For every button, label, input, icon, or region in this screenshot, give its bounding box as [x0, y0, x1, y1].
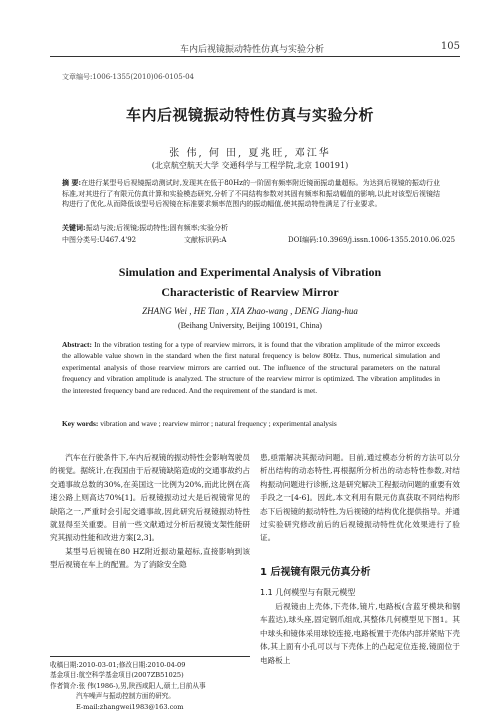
subsection-heading: 1.1 几何模型与有限元模型: [260, 588, 356, 597]
right-column-continued: [260, 600, 460, 667]
english-title-line1: Simulation and Experimental Analysis of Vibration: [118, 265, 382, 279]
chinese-abstract-label: 摘 要:: [62, 178, 82, 187]
footnote-bio-cont: 汽车噪声与振动控制方面的研究。: [76, 692, 175, 701]
english-authors: ZHANG Wei , HE Tian , XIA Zhao-wang , DENG Jiang-hua: [142, 306, 358, 316]
chinese-abstract: [62, 178, 440, 210]
body-paragraph: 患,亟需解决其振动问题。目前,通过模态分析的方法可以分析出结构的动态特性,再根据所分析出的动态特性参数,对结构振动问题进行诊断,这是研究解决工程振动问题的重要有效手段之一[4-6]。因此,本文利用有限元仿真获取不同结构形态下后视镜的振动特性,为后视镜的结构优化提供指导。并通过实验研究修改前后的后视镜振动特性优化效果进行了验证。: [260, 453, 460, 543]
chinese-affiliation: (北京航空航天大学 交通科学与工程学院,北京 100191): [151, 161, 349, 170]
chinese-authors: 张 伟, 何 田, 夏兆旺, 邓江华: [169, 148, 331, 159]
english-title: [0, 262, 500, 302]
document-code: 文献标识码:A: [184, 236, 227, 244]
article-number: 文章编号:1006-1355(2010)06-0105-04: [62, 73, 194, 81]
footnote-bio: 作者简介:张 伟(1986-),男,陕西咸阳人,硕士,目前从事: [50, 681, 206, 690]
english-abstract-label: Abstract:: [62, 340, 92, 349]
footnote-fund: 基金项目:航空科学基金项目(2007ZB51025): [50, 671, 184, 680]
english-title-line2: Characteristic of Rearview Mirror: [161, 285, 339, 299]
right-column: [260, 451, 460, 545]
footnote-divider: [50, 656, 250, 657]
english-abstract: [62, 339, 440, 396]
footnote-received: 收稿日期:2010-03-01;修改日期:2010-04-09: [50, 661, 186, 669]
body-paragraph: 汽车在行驶条件下,车内后视镜的振动特性会影响驾驶员的视觉。据统计,在我国由于后视镜缺陷造成的交通事故约占交通事故总数的30%,在美国这一比例为20%,而此比例在高速公路上则高达70%[1]。后视镜振动过大是后视镜常见的缺陷之一,严重时会引起交通事故,因此研究后视镜振动特性就显得至关重要。目前一些文献通过分析后视镜支架性能研究其振动性能和改进方案[2,3]。: [50, 453, 250, 543]
clc-number: 中图分类号:U467.4'92: [62, 236, 137, 244]
running-header: [50, 40, 460, 57]
left-column: [50, 451, 250, 572]
english-keywords-text: vibration and wave ; rearview mirror ; natural frequency ; experimental analysis: [98, 419, 337, 428]
english-affiliation: (Beihang University, Beijing 100191, China): [178, 321, 322, 330]
chinese-keywords-text: 振动与波;后视镜;振动特性;固有频率;实验分析: [85, 224, 229, 232]
body-paragraph: 后视镜由上壳体,下壳体,镜片,电路板(含蓝牙模块和钢车蓝达),球头座,固定钢爪组成,其整体几何模型见下图1。其中球头和镜体采用球铰连接,电路板置于壳体内部并紧贴下壳体,其上面有小孔可以与下壳体上的凸起定位连接,镜面位于电路板上: [260, 602, 460, 665]
page-number: 105: [440, 41, 460, 52]
english-abstract-text: In the vibration testing for a type of rearview mirrors, it is found that the vibration amplitude of the mirror exceeds the allowable value shown in the standard when the first natural frequency is below 80Hz. Thus, numerical simulation and experimental analysis of those rearview mirrors are carried out. The influence of the structural parameters on the natural frequency and vibration amplitude is analyzed. The structure of the rearview mirror is optimized. The vibration amplitudes in the interested frequency band are reduced. And the requirement of the standard is met.: [62, 340, 440, 395]
chinese-keywords: [62, 223, 440, 233]
classification-row: [62, 235, 456, 245]
body-paragraph: 某型号后视镜在80 HZ附近振动量超标,直接影响到该型后视镜在车上的配置。为了消除安全隐: [50, 546, 250, 570]
doi: DOI编码:10.3969/j.issn.1006-1355.2010.06.025: [288, 236, 456, 244]
english-keywords: [62, 419, 440, 428]
footnote: [50, 660, 255, 712]
english-keywords-label: Key words:: [62, 419, 99, 428]
chinese-abstract-text: 在进行某型号后视镜振动测试时,发现其在低于80Hz的一阶固有频率附近镜面振动量超标。为达到后视镜的振动行业标准,对其进行了有限元仿真计算和实验模态研究,分析了不同结构参数对其固有频率和振动幅值的影响,以此对该型后视镜结构进行了优化,从而降低该型号后视镜在标准要求频率范围内的振动幅值,使其振动特性满足了行业要求。: [62, 179, 440, 208]
section-heading: 1 后视镜有限元仿真分析: [260, 567, 371, 578]
running-title: 车内后视镜振动特性仿真与实验分析: [180, 45, 325, 55]
chinese-title: 车内后视镜振动特性仿真与实验分析: [125, 106, 374, 124]
footnote-email: E-mail:zhangwei1983@163.com: [76, 702, 184, 711]
chinese-keywords-label: 关键词:: [62, 223, 86, 232]
